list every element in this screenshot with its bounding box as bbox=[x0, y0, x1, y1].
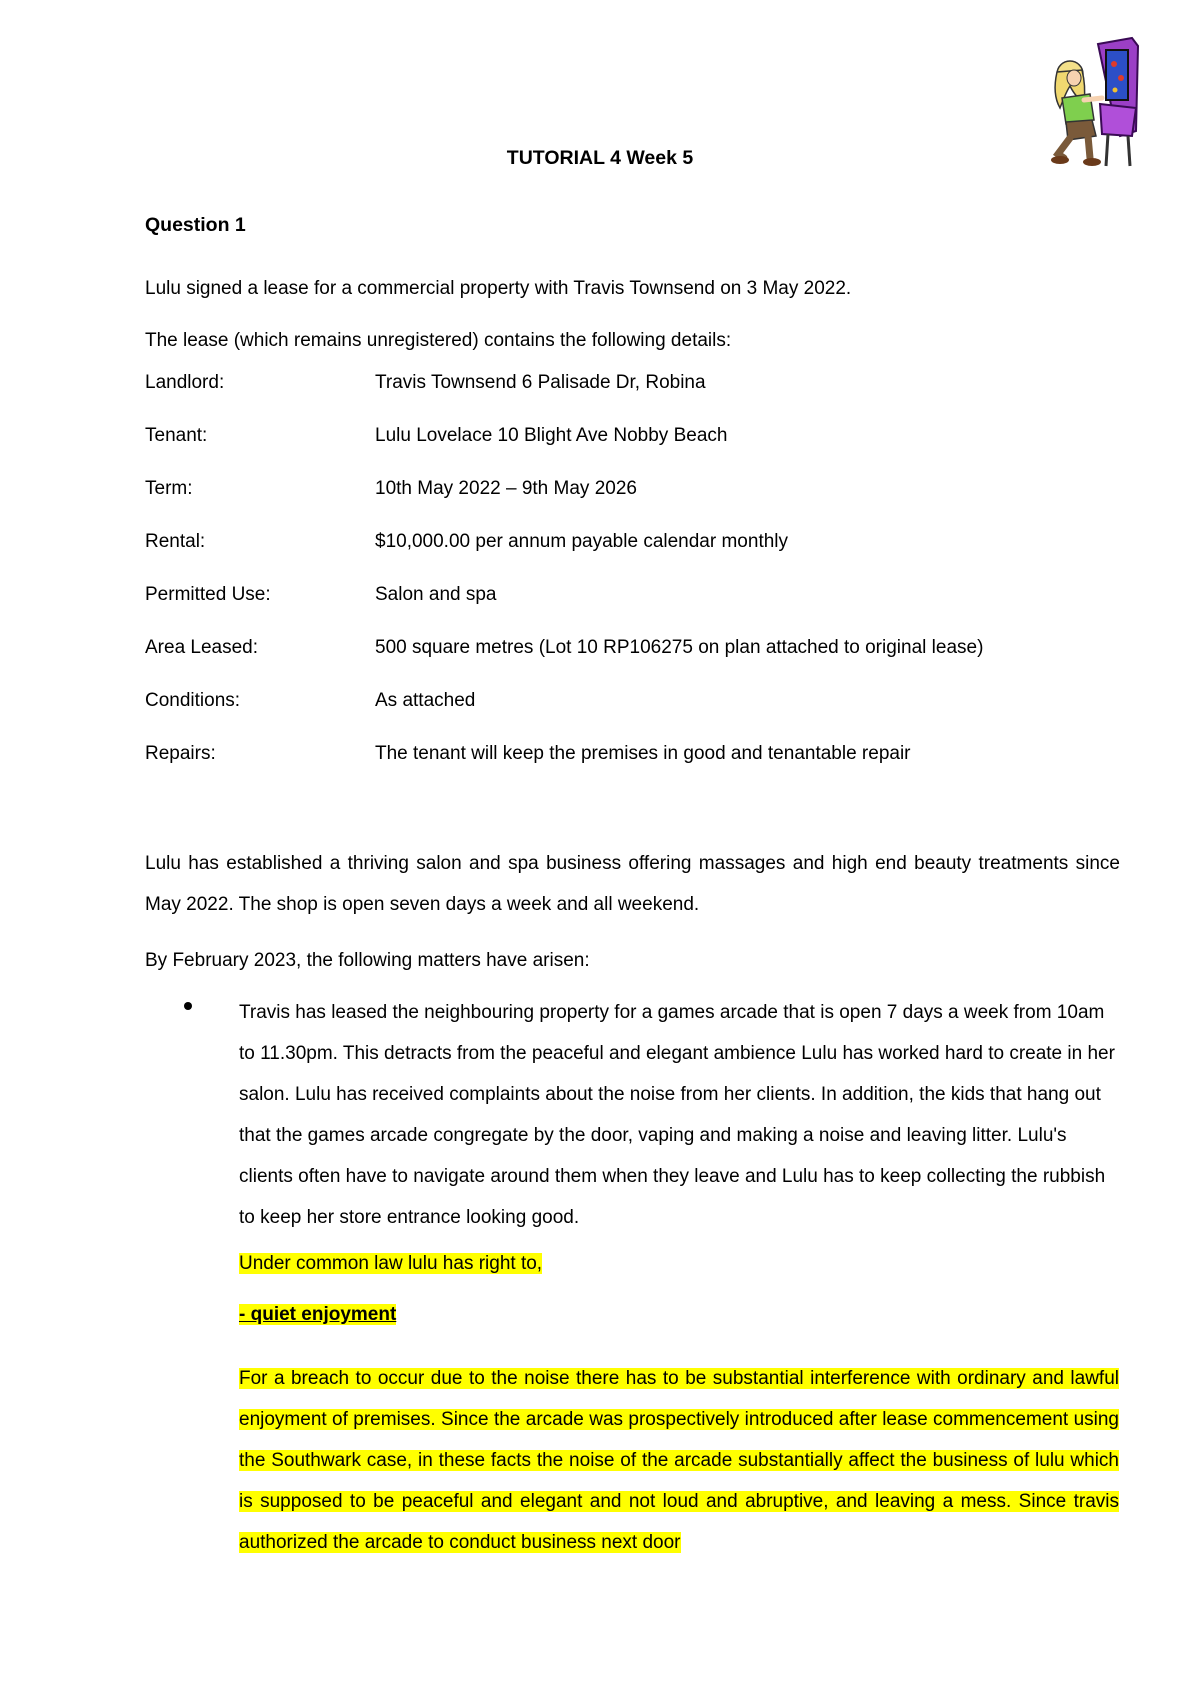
lease-detail-row bbox=[145, 584, 1120, 614]
detail-label: Repairs: bbox=[145, 743, 216, 764]
detail-value: 500 square metres (Lot 10 RP106275 on plan attached to original lease) bbox=[375, 637, 984, 658]
highlighted-text: Under common law lulu has right to, bbox=[239, 1253, 543, 1274]
matters-intro-paragraph: By February 2023, the following matters have arisen: bbox=[145, 950, 590, 971]
detail-label: Area Leased: bbox=[145, 637, 259, 658]
detail-value: Lulu Lovelace 10 Blight Ave Nobby Beach bbox=[375, 425, 728, 446]
lease-detail-row bbox=[145, 637, 1120, 667]
lease-intro-paragraph: The lease (which remains unregistered) contains the following details: bbox=[145, 330, 732, 351]
detail-label: Term: bbox=[145, 478, 193, 499]
lease-detail-row bbox=[145, 743, 1120, 773]
detail-value: Salon and spa bbox=[375, 584, 497, 605]
detail-value: 10th May 2022 – 9th May 2026 bbox=[375, 478, 637, 499]
answer-paragraph bbox=[239, 1358, 1119, 1563]
question-heading: Question 1 bbox=[145, 214, 246, 236]
highlighted-answer-text: For a breach to occur due to the noise there has to be substantial interference with ordinary and lawful enjoyment of premises. Since the arcade was prospectively introduced after lease commencement using the Southwark case, in these facts the noise of the arcade substantially affect the business of lulu which is supposed to be peaceful and elegant and not loud and abruptive, and leaving a mess. Since travis authorized the arcade to conduct business next door bbox=[239, 1368, 1119, 1553]
detail-value: Travis Townsend 6 Palisade Dr, Robina bbox=[375, 372, 706, 393]
page-title: TUTORIAL 4 Week 5 bbox=[506, 147, 694, 169]
detail-value: The tenant will keep the premises in good and tenantable repair bbox=[375, 743, 911, 764]
lease-detail-row bbox=[145, 690, 1120, 720]
quiet-enjoyment-heading: - quiet enjoyment bbox=[239, 1304, 397, 1325]
detail-label: Rental: bbox=[145, 531, 206, 552]
detail-label: Conditions: bbox=[145, 690, 241, 711]
intro-paragraph: Lulu signed a lease for a commercial property with Travis Townsend on 3 May 2022. bbox=[145, 278, 852, 299]
detail-value: As attached bbox=[375, 690, 476, 711]
detail-value: $10,000.00 per annum payable calendar monthly bbox=[375, 531, 789, 552]
business-paragraph: Lulu has established a thriving salon and spa business offering massages and high end beauty treatments since May 2022. The shop is open seven days a week and all weekend. bbox=[145, 853, 1120, 915]
lease-detail-row bbox=[145, 425, 1120, 455]
answer-heading bbox=[239, 1304, 396, 1326]
lease-detail-row bbox=[145, 531, 1120, 561]
lease-detail-row bbox=[145, 372, 1120, 402]
answer-line bbox=[239, 1253, 542, 1275]
detail-label: Permitted Use: bbox=[145, 584, 271, 605]
detail-label: Landlord: bbox=[145, 372, 225, 393]
bullet-item-1: Travis has leased the neighbouring property for a games arcade that is open 7 days a week from 10am to 11.30pm. This detracts from the peaceful and elegant ambience Lulu has worked hard to create in her salon. Lulu has received complaints about the noise from her clients. In addition, the kids that hang out that the games arcade congregate by the door, vaping and making a noise and leaving litter. Lulu's clients often have to navigate around them when they leave and Lulu has to keep collecting the rubbish to keep her store entrance looking good. bbox=[239, 1002, 1115, 1228]
bullet-icon bbox=[184, 1002, 192, 1010]
lease-detail-row bbox=[145, 478, 1120, 508]
detail-label: Tenant: bbox=[145, 425, 208, 446]
